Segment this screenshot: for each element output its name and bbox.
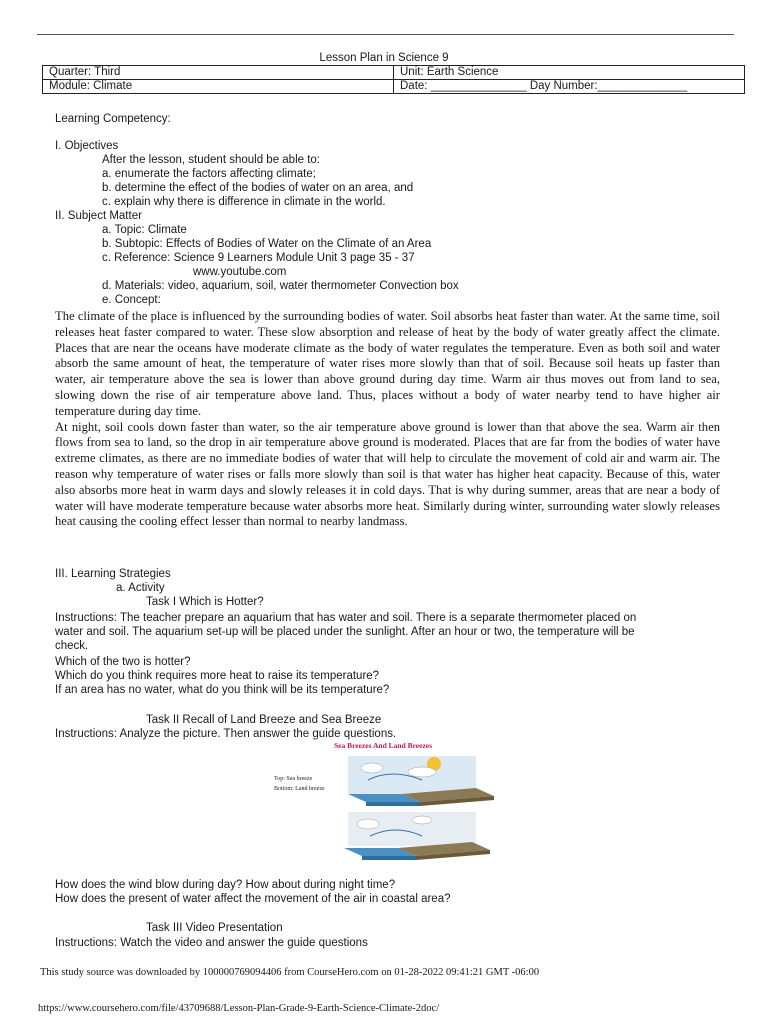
task1-question: Which do you think requires more heat to raise its temperature? [55,670,380,682]
objectives-intro: After the lesson, student should be able to: [102,154,321,166]
cloud-icon [412,816,432,824]
strategies-heading: III. Learning Strategies [55,568,171,580]
figure-title: Sea Breezes And Land Breezes [333,741,433,750]
task1-instructions: check. [55,640,89,652]
activity-label: a. Activity [116,582,165,594]
task1-title: Task I Which is Hotter? [146,596,264,608]
download-notice: This study source was downloaded by 100000769094406 from CourseHero.com on 01-28-2022 09:41:21 GMT -06:00 [40,967,540,978]
subtopic-line: b. Subtopic: Effects of Bodies of Water on the Climate of an Area [102,238,432,250]
sea-breeze-panel [348,756,494,806]
task1-instructions: Instructions: The teacher prepare an aquarium that has water and soil. There is a separate thermometer placed on [55,612,637,624]
task2-instructions: Instructions: Analyze the picture. Then answer the guide questions. [55,728,397,740]
task2-question: How does the present of water affect the movement of the air in coastal area? [55,893,451,905]
objective-item: a. enumerate the factors affecting climate; [102,168,316,180]
concept-paragraph: The climate of the place is influenced by the surrounding bodies of water. Soil absorbs heat faster than water. At the same time, soil releases heat faster compared to water. These slow absorption and release of heat by the body of water greatly affect the climate. Places that are near the oceans have moderate climate as the body of water regulates the temperature. Even as both soil and water absorb the same amount of heat, the temperature of water rises more slowly than that of soil. Because soil heats up faster than water, air temperature above the sea is lower than above ground during day time. Warm air thus moves out from land to sea, slowing down the rise of air temperature above land. Thus, places without a body of water nearby tend to have higher air temperature during day time. [55,309,720,418]
source-url: https://www.coursehero.com/file/43709688/Lesson-Plan-Grade-9-Earth-Science-Climate-2doc/ [38,1003,440,1014]
concept-paragraph: At night, soil cools down faster than water, so the air temperature above ground is lower than that above the sea. Warm air then flows from sea to land, so the drop in air temperature above ground is moderated. Places that are far from the bodies of water have extreme climates, as there are no immediate bodies of water that will help to circulate the movement of cold air and warm air. The reason why temperature of water rises or falls more slowly than soil is that water has higher heat capacity. Because of this, water also absorbs more heat in warm days and slowly releases it in cold days. That is why during summer, areas that are near a body of water will have moderate temperature because water absorbs more heat. Similarly during winter, surrounding water slowly releases heat causing the cooling effect lesser than normal to nearby landmass. [55,419,720,529]
learning-competency-heading: Learning Competency: [55,113,171,125]
task1-question: If an area has no water, what do you think will be its temperature? [55,684,390,696]
cloud-icon [408,767,436,777]
task2-question: How does the wind blow during day? How about during night time? [55,879,396,891]
materials-line: d. Materials: video, aquarium, soil, water thermometer Convection box [102,280,459,292]
sea-land-breeze-figure [272,740,494,864]
task2-title: Task II Recall of Land Breeze and Sea Breeze [146,714,382,726]
task3-instructions: Instructions: Watch the video and answer the guide questions [55,937,368,949]
cloud-icon [361,763,383,773]
concept-text [55,309,720,530]
top-rule [37,34,734,35]
land-breeze-panel [344,812,490,860]
module-cell: Module: Climate [43,80,394,94]
task3-title: Task III Video Presentation [146,922,283,934]
quarter-cell: Quarter: Third [43,66,394,80]
task1-question: Which of the two is hotter? [55,656,191,668]
date-cell: Date: _______________ Day Number:______________ [394,80,745,94]
subject-matter-heading: II. Subject Matter [55,210,142,222]
reference-url: www.youtube.com [193,266,287,278]
task1-instructions: water and soil. The aquarium set-up will be placed under the sunlight. After an hour or two, the temperature will be [55,626,635,638]
topic-line: a. Topic: Climate [102,224,187,236]
figure-bottom-label: Bottom: Land breeze [274,786,325,792]
concept-label: e. Concept: [102,294,161,306]
document-title: Lesson Plan in Science 9 [319,52,449,64]
cloud-icon [357,819,379,829]
objective-item: b. determine the effect of the bodies of water on an area, and [102,182,414,194]
header-table [42,65,745,94]
figure-top-label: Top: Sea breeze [274,776,313,782]
objectives-heading: I. Objectives [55,140,119,152]
reference-line: c. Reference: Science 9 Learners Module Unit 3 page 35 - 37 [102,252,415,264]
objective-item: c. explain why there is difference in climate in the world. [102,196,386,208]
unit-cell: Unit: Earth Science [394,66,745,80]
